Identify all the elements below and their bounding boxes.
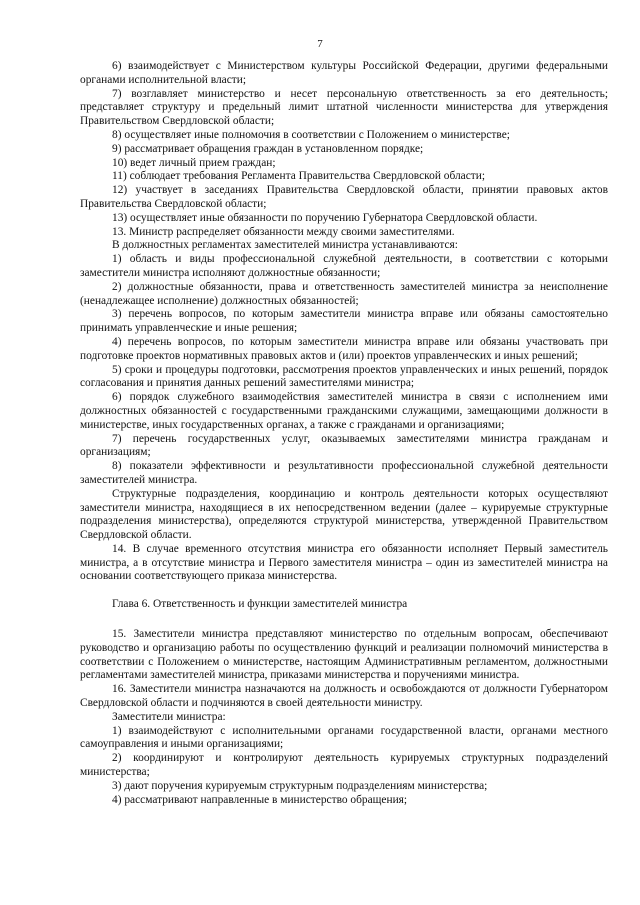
paragraph: 6) порядок служебного взаимодействия заместителей министра в связи с исполнением ими должностных обязанностей с государственными гражданскими служащими, замещающими должности в министерстве, иных государственных органах, а также с гражданами и организациями; [80, 391, 608, 431]
document-body [80, 60, 608, 807]
paragraph: 2) координируют и контролируют деятельность курируемых структурных подразделений министерства; [80, 752, 608, 779]
paragraph: 8) осуществляет иные полномочия в соответствии с Положением о министерстве; [112, 128, 510, 141]
paragraph: 3) дают поручения курируемым структурным подразделениям министерства; [112, 779, 488, 792]
paragraph: 16. Заместители министра назначаются на должность и освобождаются от должности Губернатором Свердловской области и подчиняются в своей деятельности министру. [80, 683, 608, 710]
paragraph: 8) показатели эффективности и результативности профессиональной служебной деятельности заместителей министра. [80, 460, 608, 486]
paragraph: 15. Заместители министра представляют министерство по отдельным вопросам, обеспечивают руководство и организацию работы по осуществлению функций и реализации полномочий министерства в соответствии с Положением о министерстве, настоящим Административным регламентом, должностными регламентами заместителей министра, приказами министерства и поручениями министра. [80, 628, 608, 682]
paragraph: 5) сроки и процедуры подготовки, рассмотрения проектов управленческих и иных решений, порядок согласования и принятия данных решений заместителями министра; [80, 363, 608, 390]
paragraph: 2) должностные обязанности, права и ответственность заместителей министра за неисполнение (ненадлежащее исполнение) должностных обязанностей; [80, 280, 608, 307]
paragraph: 6) взаимодействует с Министерством культуры Российской Федерации, другими федеральными органами исполнительной власти; [80, 60, 608, 86]
paragraph: 13) осуществляет иные обязанности по поручению Губернатора Свердловской области. [112, 211, 538, 224]
chapter-heading: Глава 6. Ответственность и функции заместителей министра [112, 598, 408, 611]
paragraph: Структурные подразделения, координацию и контроль деятельности которых осуществляют заместители министра, находящиеся в их непосредственном ведении (далее – курируемые структурные подразделения министерства), определяются структурой министерства, утвержденной Правительством Свердловской области. [80, 487, 608, 542]
page-number: 7 [317, 38, 323, 50]
paragraph: 3) перечень вопросов, по которым заместители министра вправе или обязаны самостоятельно принимать управленческие и иные решения; [80, 308, 608, 335]
paragraph: 14. В случае временного отсутствия министра его обязанности исполняет Первый заместитель министра, а в отсутствие министра и Первого заместителя министра – один из заместителей министра на основании соответствующего приказа министерства. [80, 542, 608, 583]
paragraph: В должностных регламентах заместителей министра устанавливаются: [112, 239, 458, 252]
paragraph: Заместители министра: [112, 710, 226, 723]
paragraph: 13. Министр распределяет обязанности между своими заместителями. [112, 225, 455, 238]
paragraph: 4) перечень вопросов, по которым заместители министра вправе или обязаны участвовать при подготовке проектов нормативных правовых актов и (или) проектов управленческих и иных решений; [80, 335, 608, 362]
paragraph: 1) взаимодействуют с исполнительными органами государственной власти, органами местного самоуправления и иными организациями; [80, 724, 608, 751]
paragraph: 7) перечень государственных услуг, оказываемых заместителями министра гражданам и организациям; [80, 432, 608, 459]
paragraph: 10) ведет личный прием граждан; [112, 156, 276, 169]
paragraph: 1) область и виды профессиональной служебной деятельности, в соответствии с которыми заместители министра исполняют должностные обязанности; [80, 253, 608, 279]
paragraph: 9) рассматривает обращения граждан в установленном порядке; [112, 142, 424, 155]
paragraph: 4) рассматривают направленные в министерство обращения; [112, 793, 408, 806]
paragraph: 12) участвует в заседаниях Правительства Свердловской области, принятии правовых актов Правительства Свердловской области; [80, 184, 608, 210]
paragraph: 7) возглавляет министерство и несет персональную ответственность за его деятельность; представляет структуру и предельный лимит штатной численности министерства для утверждения Правительством Свердловской области; [80, 87, 608, 128]
paragraph: 11) соблюдает требования Регламента Правительства Свердловской области; [112, 170, 486, 183]
